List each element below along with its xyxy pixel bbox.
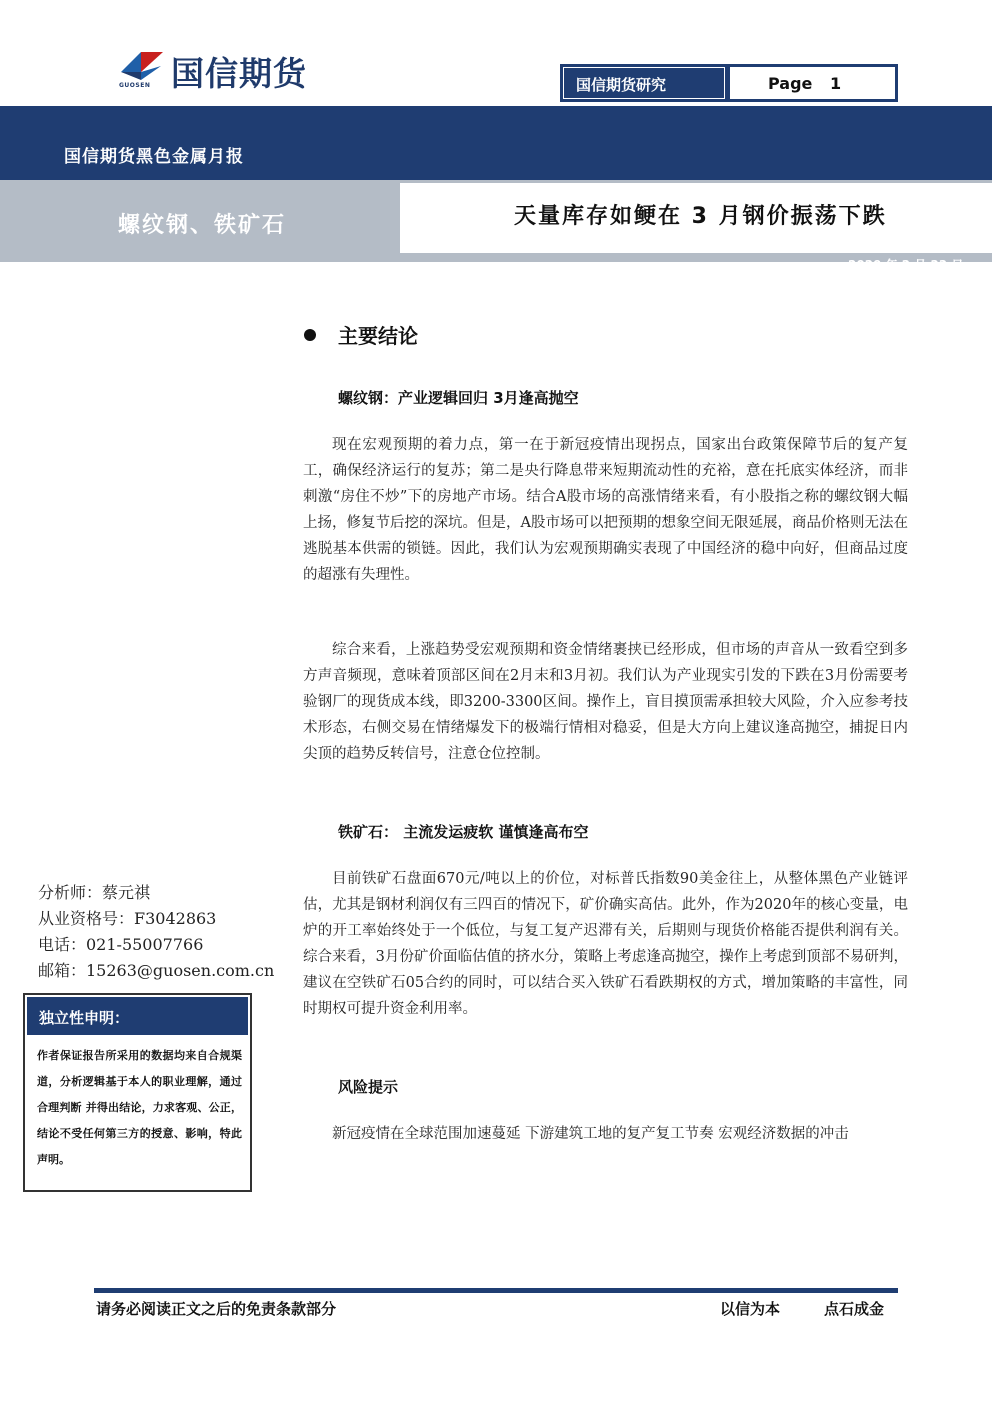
- footer-slogan-2: 点石成金: [824, 1300, 885, 1318]
- page-number: 1: [830, 74, 842, 93]
- page-label: Page: [768, 74, 813, 93]
- report-date: 2020 年 2 月 23 日: [848, 258, 964, 272]
- page-cell: [730, 67, 895, 99]
- footer-slogan-1: 以信为本: [720, 1300, 781, 1318]
- report-headline: 天量库存如鲠在 3 月钢价振荡下跌: [514, 204, 887, 229]
- section-heading-main: 主要结论: [338, 324, 418, 348]
- independence-statement-title: 独立性申明：: [39, 1009, 130, 1027]
- independence-statement-box: [23, 993, 252, 1192]
- analyst-info: [38, 880, 274, 984]
- logo-english-name: GUOSEN: [119, 82, 151, 89]
- analyst-license: 从业资格号：F3042863: [38, 909, 217, 928]
- risk-paragraph-1: 新冠疫情在全球范围加速蔓延 下游建筑工地的复产复工节奏 宏观经济数据的冲击: [332, 1126, 849, 1142]
- report-subject: 螺纹钢、铁矿石: [118, 213, 287, 238]
- rebar-paragraph-1: 现在宏观预期的着力点，第一在于新冠疫情出现拐点，国家出台政策保障节后的复产复工，确保经济运行的复苏；第二是央行降息带来短期流动性的充裕，意在托底实体经济，而非刺激“房住不炒”下的房地产市场。结合A股市场的高涨情绪来看，有小股指之称的螺纹钢大幅上扬，修复节后挖的深坑。但是，A股市场可以把预期的想象空间无限延展，商品价格则无法在逃脱基本供需的锁链。因此，我们认为宏观预期确实表现了中国经济的稳中向好，但商品过度的超涨有失理性。: [303, 437, 908, 583]
- rebar-heading: 螺纹钢：产业逻辑回归 3月逢高抛空: [338, 389, 579, 407]
- report-series-title: 国信期货黑色金属月报: [64, 147, 244, 167]
- risk-heading: 风险提示: [338, 1078, 399, 1096]
- logo-name: 国信期货: [171, 54, 307, 93]
- research-label: 国信期货研究: [576, 76, 667, 94]
- independence-statement-header: [27, 997, 248, 1035]
- report-series-band: [0, 106, 992, 180]
- analyst-phone: 电话：021-55007766: [38, 935, 204, 954]
- rebar-paragraph-2: 综合来看，上涨趋势受宏观预期和资金情绪裹挟已经形成，但市场的声音从一致看空到多方声音频现，意味着顶部区间在2月末和3月初。我们认为产业现实引发的下跌在3月份需要考验钢厂的现货成本线，即3200-3300区间。操作上，盲目摸顶需承担较大风险，介入应参考技术形态，右侧交易在情绪爆发下的极端行情相对稳妥，但是大方向上建议逢高抛空，捕捉日内尖顶的趋势反转信号，注意仓位控制。: [303, 642, 908, 762]
- footer-disclaimer-note: 请务必阅读正文之后的免责条款部分: [96, 1300, 337, 1318]
- iron-ore-paragraph-1: 目前铁矿石盘面670元/吨以上的价位，对标普氏指数90美金往上，从整体黑色产业链评估，尤其是钢材利润仅有三四百的情况下，矿价确实高估。此外，作为2020年的核心变量，电炉的开工率始终处于一个低位，与复工复产迟滞有关，后期则与现货价格能否提供利润有关。综合来看，3月份矿价面临估值的挤水分，策略上考虑逢高抛空，操作上考虑到顶部不易研判，建议在空铁矿石05合约的同时，可以结合买入铁矿石看跌期权的方式，增加策略的丰富性，同时期权可提升资金利用率。: [303, 871, 908, 1017]
- bullet-icon: [304, 329, 316, 341]
- analyst-name: 分析师：蔡元祺: [38, 883, 151, 902]
- independence-statement-body: 作者保证报告所采用的数据均来自合规渠道，分析逻辑基于本人的职业理解，通过合理判断 并得出结论，力求客观、公正，结论不受任何第三方的授意、影响，特此声明。: [37, 1049, 242, 1166]
- analyst-email[interactable]: 邮箱：15263@guosen.com.cn: [38, 961, 275, 980]
- header-research-box: [560, 64, 898, 102]
- footer-divider: [94, 1288, 898, 1293]
- iron-ore-heading: 铁矿石： 主流发运疲软 谨慎逢高布空: [338, 823, 589, 841]
- company-logo: [115, 46, 355, 94]
